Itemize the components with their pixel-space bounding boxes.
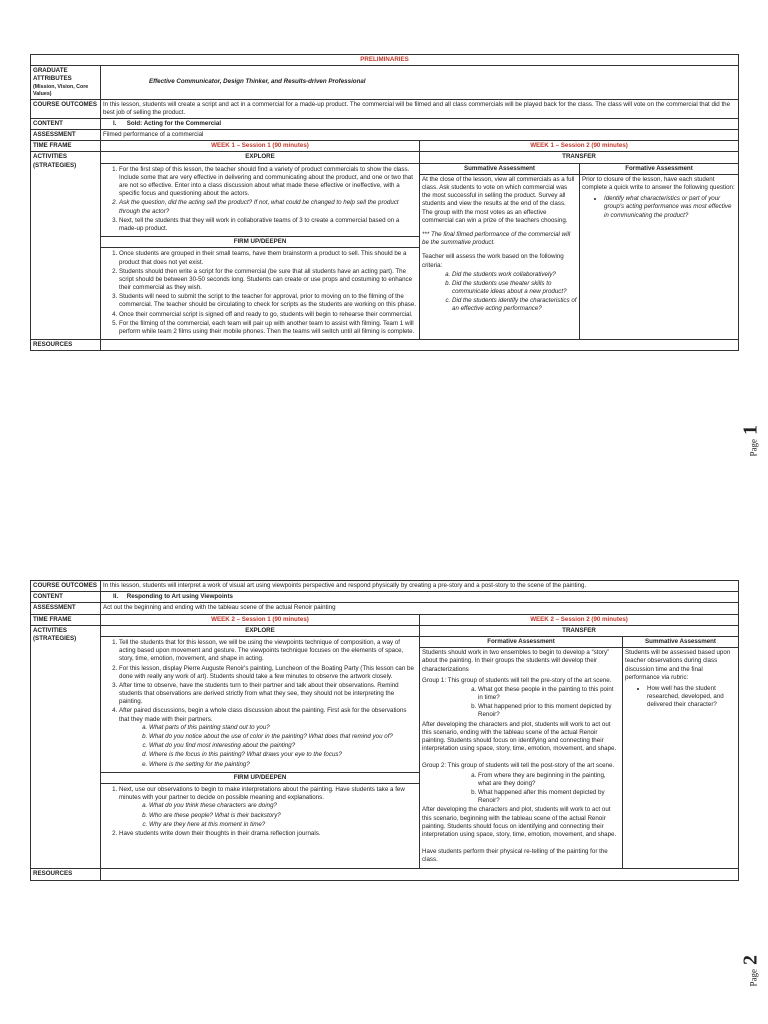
assessment-text: Act out the beginning and ending with the tableau scene of the actual Renoir painting [101,603,739,614]
assessment-label: ASSESSMENT [31,603,101,614]
list-item: 1. Next, use our observations to begin to make interpretations about the painting. Have students take a few minutes with your partner to decide on possible meaning and explanations. a. What do you think these characters are doing? b. Who are these people? What is their backstory? c. Why are they here at this moment in time? [119,786,417,829]
list-item: 3. After time to observe, have the students turn to their partner and talk about their observations. Remind students that observations are derived strictly from what they see, they should not be interpreting the painting. [119,682,417,707]
content-value [101,118,739,129]
formative-paragraph-2: After developing the characters and plot, students will work to act out this scenario, ending with the tableau scene of the actual Renoir painting. Students should focus on identifying and connecting their interpretation using space, story, time, emotion, movement, and shape. [422,720,617,753]
list-item: 3. Next, tell the students that they will work in collaborative teams of 3 to create a commercial based on a made-up product. [119,217,417,233]
summative-criteria-list [422,271,577,314]
assessment-label: ASSESSMENT [31,130,101,141]
course-outcomes-label: COURSE OUTCOMES [31,99,101,118]
explore-list [103,166,417,234]
week2-session1: WEEK 2 – Session 1 (90 minutes) [101,614,420,625]
list-item: • How well has the student researched, developed, and delivered their character? [647,685,736,710]
explore-sub-list [119,724,417,769]
preliminaries-heading: PRELIMINARIES [31,55,739,66]
week1-session1: WEEK 1 – Session 1 (90 minutes) [101,141,420,152]
formative-paragraph-4: Have students perform their physical re-telling of the painting for the class. [422,848,608,864]
list-item: 1. Tell the students that for this lesson, we will be using the viewpoints technique of composition, a way of acting based upon movement and gesture. The viewpoints technique focuses on the elements of space, story, time, emotion, movement, and shape in acting. [119,639,417,664]
summative-cell [623,648,739,869]
resources-value [101,869,739,880]
list-item: 2. Have students write down their thoughts in their drama reflection journals. [119,830,417,838]
list-item: c. Did the students identify the characteristics of an effective acting performance? [452,297,577,313]
content-value [101,592,739,603]
summative-criteria-intro: Teacher will assess the work based on the following criteria: [422,253,564,269]
graduate-attributes-text: Effective Communicator, Design Thinker, and Results-driven Professional [101,66,739,99]
formative-group2: Group 2: This group of students will tell the post-story of the art scene. [422,762,615,770]
content-title: Sold: Acting for the Commercial [126,119,222,127]
resources-value [101,340,739,351]
week2-session2: WEEK 2 – Session 2 (90 minutes) [420,614,739,625]
content-number: II. [113,593,119,601]
group1-list [422,686,620,720]
summative-paragraph: At the close of the lesson, view all commercials as a full class. Ask students to vote on which commercial was the most successful in selling the product. Survey all students and view the results at the end of the class. The group with the most votes as an effective commercial can win a prize of the teachers choosing. [422,175,575,224]
summative-paragraph: Students will be assessed based upon teacher observations during class discussion time and the final performance via rubric: [625,649,731,681]
list-item: c. What do you find most interesting about the painting? [149,742,417,750]
course-outcomes-label: COURSE OUTCOMES [31,581,101,592]
explore-heading: EXPLORE [101,625,420,636]
course-outcomes-text: In this lesson, students will interpret a work of visual art using viewpoints perspective and respond physically by creating a pre-story and a post-story to the scene of the painting. [101,581,739,592]
summative-heading: Summative Assessment [623,636,739,647]
list-item: a. Did the students work collaboratively? [452,271,577,279]
week1-session2: WEEK 1 – Session 2 (90 minutes) [420,141,739,152]
activities-label: ACTIVITIES (STRATEGIES) [31,625,101,869]
list-item: b. What happened prior to this moment depicted by Renoir? [478,703,620,719]
list-item: 1. For the first step of this lesson, the teacher should find a variety of product commercials to show the class. Include some that are very effective in delivering and communicating about the product, and one or two that are not so effective. Enter into a class discussion about what made these effective or ineffective, with a specific focus and questioning about the actors. [119,166,417,199]
list-item: b. Who are these people? What is their backstory? [149,812,417,820]
explore-heading: EXPLORE [101,152,420,163]
list-item: 4. Once their commercial script is signed off and ready to go, students will begin to rehearse their commercial. [119,311,417,319]
firm-up-sub-list [119,802,417,829]
explore-cell [101,636,420,869]
formative-list [582,195,736,220]
list-item: b. Did the students use theater skills to communicate ideas about a new product? [452,280,577,296]
course-outcomes-text: In this lesson, students will create a script and act in a commercial for a made-up product. The commercial will be filmed and all class commercials will be played back for the class. The class will vote on the commercial that did the best job of selling the product. [101,99,739,118]
transfer-heading: TRANSFER [420,625,739,636]
summative-heading: Summative Assessment [420,163,580,174]
activities-label: ACTIVITIES (STRATEGIES) [31,152,101,340]
lesson-plan-table-1 [30,54,739,351]
formative-paragraph: Students should work in two ensembles to begin to develop a “story” about the painting. In their groups the students will develop their characterizations [422,649,610,673]
list-item: e. Where is the setting for the painting? [149,761,417,769]
content-number: I. [113,119,117,127]
list-item: b. What happened after this moment depicted by Renoir? [478,789,620,805]
list-item: • Identify what characteristics or part of your group's acting performance was most effective in communicating the product? [604,195,736,220]
formative-group1: Group 1: This group of students will tell the pre-story of the art scene. [422,676,612,684]
formative-heading: Formative Assessment [580,163,739,174]
firm-up-list [103,250,417,336]
formative-cell [580,174,739,332]
list-item: 5. For the filming of the commercial, each team will pair up with another team to assist with filming. Team 1 will perform while team 2 films using their mobile phones. Then the teams will switch until all filming is complete. [119,320,417,336]
firm-up-list [103,786,417,838]
lesson-plan-table-2 [30,580,739,881]
list-item: b. What do you notice about the use of color in the painting? What does that remind you of? [149,733,417,741]
group2-list [422,772,620,806]
list-item: 2. Ask the question, did the acting sell the product? If not, what could be changed to help sell the product through the actor? [119,199,417,215]
page-number-1: Page 1 [739,425,761,457]
list-item: 2. For this lesson, display Pierre Auguste Renoir's painting, Luncheon of the Boating Party (This lesson can be done with really any work of art). Students should take a few minutes to observe the artwork closely. [119,665,417,681]
resources-label: RESOURCES [31,869,101,880]
formative-paragraph: Prior to closure of the lesson, have each student complete a quick write to answer the following question: [582,175,735,192]
list-item: a. What do you think these characters are doing? [149,802,417,810]
resources-label: RESOURCES [31,340,101,351]
list-item: a. What got these people in the painting to this point in time? [478,686,620,702]
page-number-2: Page 2 [739,955,761,987]
content-title: Responding to Art using Viewpoints [126,593,233,601]
graduate-attributes-label: GRADUATE ATTRIBUTES (Mission, Vision, Core Values) [31,66,101,99]
explore-cell [101,163,420,340]
list-item: a. What parts of this painting stand out to you? [149,724,417,732]
summative-cell [420,174,580,339]
list-item: c. Why are they here at this moment in time? [149,821,417,829]
formative-cell-empty [580,332,739,339]
explore-list [103,639,417,769]
list-item: 2. Students should then write a script for the commercial (be sure that all students have an acting part). The script should be between 30-50 seconds long. Students can create or use props and costuming to enhance their commercial as they wish. [119,268,417,293]
transfer-heading: TRANSFER [420,152,739,163]
content-label: CONTENT [31,118,101,129]
time-frame-label: TIME FRAME [31,141,101,152]
firm-up-heading: FIRM UP/DEEPEN [101,236,419,248]
summative-list [625,685,736,710]
firm-up-heading: FIRM UP/DEEPEN [101,772,419,784]
assessment-text: Filmed performance of a commercial [101,130,739,141]
list-item: 3. Students will need to submit the script to the teacher for approval, prior to moving on to the filming of the commercial. The teacher should be circulating to check for scripts as the students are working on this phase. [119,293,417,309]
formative-paragraph-3: After developing the characters and plot, students will work to act out this scenario, beginning with the tableau scene of the actual Renoir painting. Students should focus on identifying and connecting their interpretation using space, story, time, emotion, movement, and shape. [422,806,617,838]
list-item: a. From where they are beginning in the painting, what are they doing? [478,772,620,788]
formative-heading: Formative Assessment [420,636,623,647]
formative-cell [420,648,623,869]
summative-note: *** The final filmed performance of the commercial will be the summative product. [422,230,571,247]
list-item: d. Where is the focus in this painting? What draws your eye to the focus? [149,751,417,759]
content-label: CONTENT [31,592,101,603]
time-frame-label: TIME FRAME [31,614,101,625]
list-item: 4. After paired discussions, begin a whole class discussion about the painting. First ask for the observations that they made with their partners. a. What parts of this painting stand out to you? b. What do you notice about the use of color in the painting? What does that remind you of? c. What do you find most interesting about the painting? d. Where is the focus in this painting? What draws your eye to the focus? e. Where is the setting for the painting? [119,707,417,768]
list-item: 1. Once students are grouped in their small teams, have them brainstorm a product to sell. This should be a product that does not yet exist. [119,250,417,266]
